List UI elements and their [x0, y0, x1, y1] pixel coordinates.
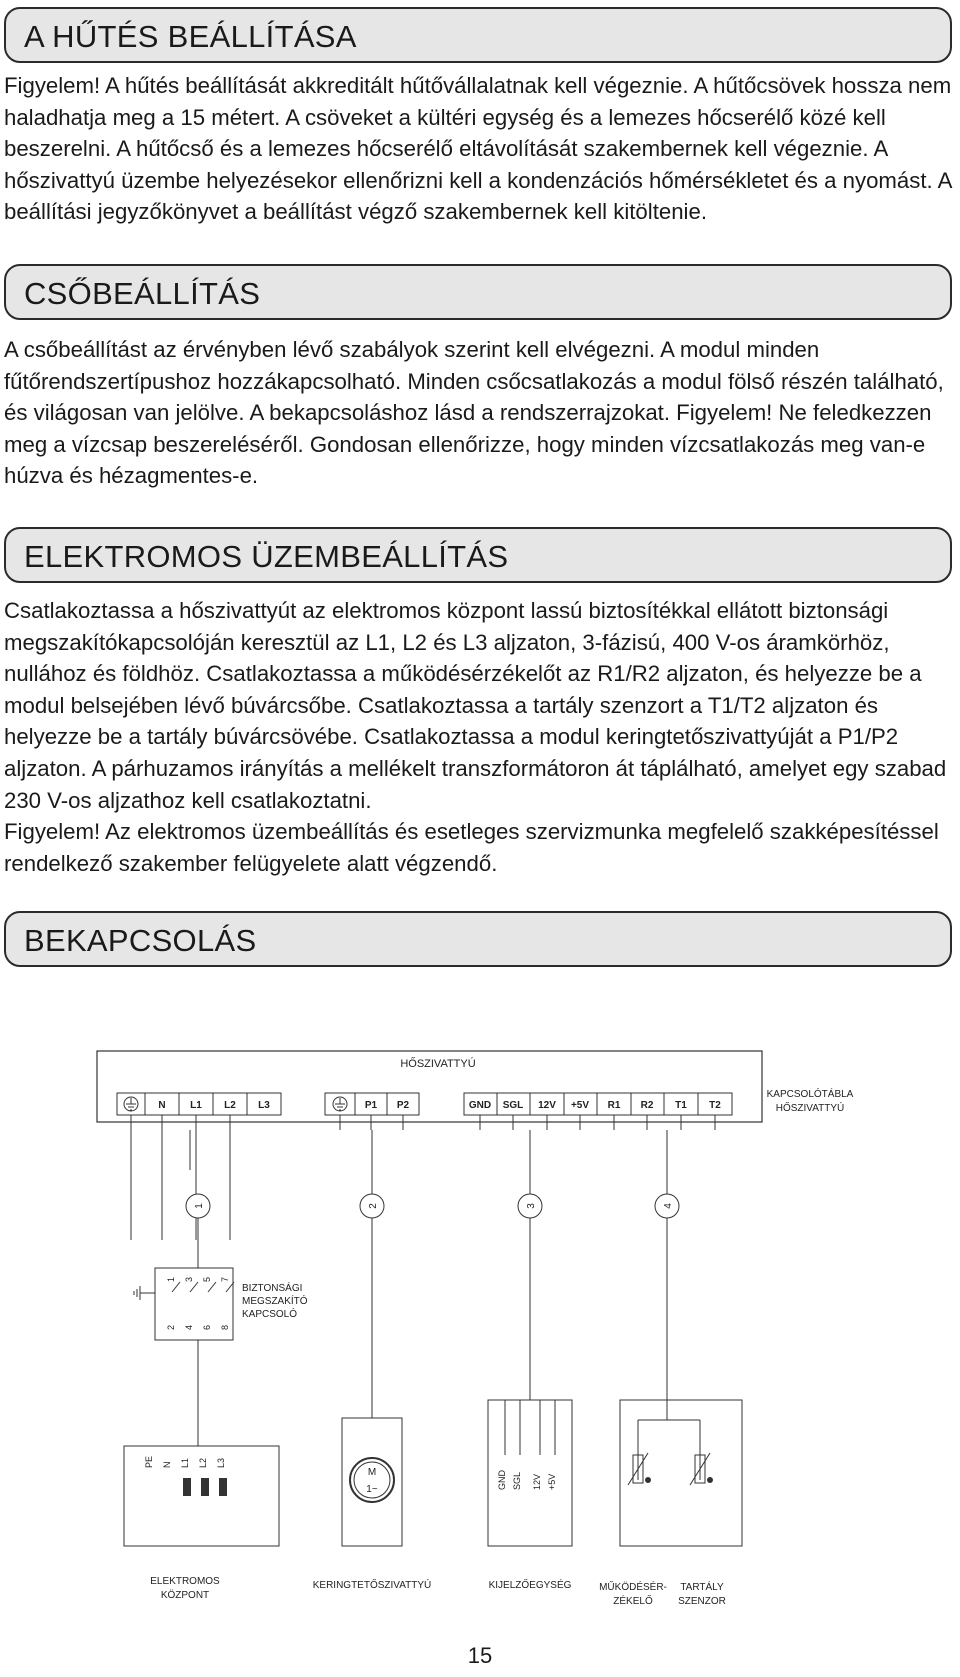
terminal-label: R2	[640, 1100, 654, 1111]
breaker-terminal: 6	[202, 1324, 212, 1330]
heat-pump-title: HŐSZIVATTYÚ	[400, 1058, 476, 1070]
breaker-terminal: 3	[184, 1276, 194, 1282]
pump-symbol: M	[367, 1467, 377, 1478]
terminal-strip-signal	[464, 1093, 732, 1115]
paragraph-warning: Figyelem! Az elektromos üzembeállítás és esetleges szervizmunka megfelelő szakképesítéssel rendelkező szakember felügyelete alatt végzendő.	[4, 819, 939, 876]
section-title: ELEKTROMOS ÜZEMBEÁLLÍTÁS	[24, 539, 509, 574]
breaker-terminal: 1	[166, 1276, 176, 1282]
terminal-label: 12V	[538, 1100, 556, 1111]
terminal-label: P1	[364, 1100, 378, 1111]
breaker-terminal: 4	[184, 1324, 194, 1330]
paragraph-pipes	[4, 334, 954, 492]
central-terminal: N	[162, 1461, 172, 1468]
cable-4	[614, 1115, 715, 1400]
svg-text:1: 1	[194, 1203, 205, 1209]
section-header-connection	[4, 911, 952, 967]
terminal-label: GND	[468, 1100, 492, 1111]
display-terminal: GND	[497, 1470, 507, 1490]
display-terminal: SGL	[512, 1471, 522, 1490]
paragraph-cooling	[4, 70, 954, 228]
central-terminal: PE	[144, 1455, 154, 1468]
svg-text:3: 3	[526, 1203, 537, 1209]
display-unit	[488, 1400, 572, 1546]
pump-symbol: 1~	[366, 1484, 378, 1495]
central-terminal: L1	[180, 1457, 190, 1468]
label-pump: KERINGTETŐSZIVATTYÚ	[312, 1580, 432, 1591]
central-terminal: L2	[198, 1457, 208, 1468]
cable-marker-4	[655, 1194, 679, 1218]
breaker-terminal: 7	[220, 1276, 230, 1282]
section-header-cooling	[4, 7, 952, 63]
terminal-strip-power	[117, 1093, 281, 1115]
terminal-label: R1	[607, 1100, 621, 1111]
ground-icon	[333, 1097, 347, 1111]
section-title: BEKAPCSOLÁS	[24, 923, 257, 958]
section-title: A HŰTÉS BEÁLLÍTÁSA	[24, 19, 357, 54]
panel-label-2: HŐSZIVATTYÚ	[775, 1103, 845, 1114]
section-header-electrical	[4, 527, 952, 583]
operation-sensor-icon	[628, 1453, 651, 1485]
terminal-label: T1	[675, 1100, 687, 1111]
paragraph-text: Figyelem! A hűtés beállítását akkreditált hűtővállalatnak kell végeznie. A hűtőcsövek hossza nem haladhatja meg a 15 métert. A csöveket a kültéri egység és a lemezes hőcserélő közé kell beszerelni. A hűtőcső és a lemezes hőcserélő eltávolítását szakembernek kell végeznie. A hőszivattyú üzembe helyezésekor ellenőrizni kell a kondenzációs hőmérsékletet és a nyomást. A beállítási jegyzőkönyvet a beállítást végző szakembernek kell kitöltenie.	[4, 73, 952, 225]
cable-marker-2	[360, 1194, 384, 1218]
paragraph-text: Csatlakoztassa a hőszivattyút az elektromos központ lassú biztosítékkal ellátott biztonsági megszakítókapcsolóján keresztül az L1, L2 és L3 aljzaton, 3-fázisú, 400 V-os áramkörhöz, nullához és földhöz. Csatlakoztassa a működésérzékelőt az R1/R2 aljzaton, és helyezze be a modul belsejében lévő búvárcsőbe. Csatlakoztassa a tartály szenzort a T1/T2 aljzaton és helyezze be a tartály búvárcsövébe. Csatlakoztassa a modul keringtetőszivattyúját a P1/P2 aljzaton. A párhuzamos irányítás a mellékelt transzformátoron át táplálható, amelyet egy szabad 230 V-os aljzathoz kell csatlakoztatni.	[4, 598, 947, 813]
breaker-label: KAPCSOLÓ	[242, 1309, 298, 1320]
terminal-strip-pump	[325, 1093, 419, 1115]
breaker-terminal: 5	[202, 1276, 212, 1282]
label-operation-sensor: ZÉKELŐ	[613, 1596, 653, 1607]
terminal-label: L2	[224, 1100, 236, 1111]
label-central: ELEKTROMOS	[150, 1576, 220, 1587]
terminal-label: L3	[258, 1100, 270, 1111]
sensor-box	[620, 1400, 742, 1546]
label-central: KÖZPONT	[160, 1590, 210, 1601]
electrical-central-box	[124, 1446, 279, 1546]
terminal-label: SGL	[502, 1100, 524, 1111]
breaker-label: MEGSZAKÍTÓ	[242, 1296, 308, 1307]
page-number: 15	[467, 1643, 493, 1668]
svg-text:2: 2	[368, 1203, 379, 1209]
panel-label-1: KAPCSOLÓTÁBLA	[766, 1089, 854, 1100]
tank-sensor-icon	[690, 1453, 713, 1485]
label-tank-sensor: SZENZOR	[678, 1596, 726, 1607]
cable-3	[480, 1115, 580, 1400]
breaker-terminal: 2	[166, 1324, 176, 1330]
terminal-label: +5V	[570, 1100, 590, 1111]
svg-text:4: 4	[663, 1203, 674, 1209]
central-terminal: L3	[216, 1457, 226, 1468]
cable-2	[340, 1115, 403, 1418]
section-title: CSŐBEÁLLÍTÁS	[24, 276, 261, 311]
display-terminal: +5V	[547, 1473, 557, 1490]
label-operation-sensor: MŰKÖDÉSÉR-	[599, 1582, 667, 1593]
terminal-label: L1	[190, 1100, 202, 1111]
display-terminal: 12V	[532, 1473, 542, 1490]
label-tank-sensor: TARTÁLY	[680, 1582, 724, 1593]
label-display: KIJELZŐEGYSÉG	[488, 1580, 572, 1591]
terminal-label: N	[158, 1100, 166, 1111]
section-header-pipes	[4, 264, 952, 320]
ground-icon	[124, 1097, 138, 1111]
terminal-label: P2	[396, 1100, 410, 1111]
cable-marker-1	[186, 1194, 210, 1218]
breaker-label: BIZTONSÁGI	[242, 1283, 303, 1294]
circulation-pump	[342, 1418, 402, 1546]
terminal-label: T2	[709, 1100, 721, 1111]
wiring-diagram	[0, 1040, 960, 1630]
breaker-terminal: 8	[220, 1324, 230, 1330]
paragraph-electrical	[4, 595, 954, 879]
cable-marker-3	[518, 1194, 542, 1218]
safety-breaker-switch	[134, 1218, 234, 1340]
paragraph-text: A csőbeállítást az érvényben lévő szabályok szerint kell elvégezni. A modul minden fűtőrendszertípushoz hozzákapcsolható. Minden csőcsatlakozás a modul fölső részén található, és világosan van jelölve. A bekapcsoláshoz lásd a rendszerrajzokat. Figyelem! Ne feledkezzen meg a vízcsap beszereléséről. Gondosan ellenőrizze, hogy minden vízcsatlakozás meg van-e húzva és hézagmentes-e.	[4, 337, 944, 489]
